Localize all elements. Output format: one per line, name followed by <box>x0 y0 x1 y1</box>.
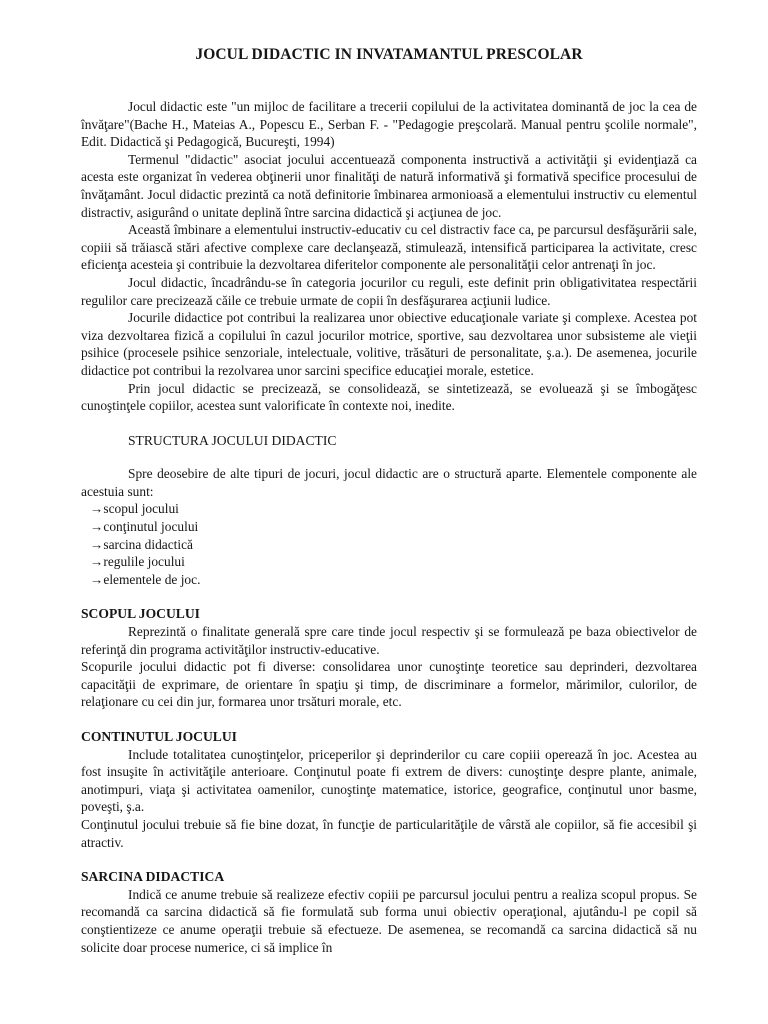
scopul-heading: SCOPUL JOCULUI <box>81 606 200 622</box>
scopul-paragraph-1: Reprezintă o finalitate generală spre care tinde jocul respectiv şi se formulează pe baza obiectivelor de referinţă din programa activităţilor instructiv-educative. <box>81 624 697 657</box>
document-page <box>81 45 697 956</box>
scopul-paragraph-2: Scopurile jocului didactic pot fi diverse: consolidarea unor cunoştinţe teoretice sau deprinderi, dezvoltarea capacităţii de exprimare, de orientare în spaţiu şi timp, de discriminare a formelor, mărimilor, culorilor, de relaţionare cu cei din jur, formarea unor trsături morale, etc. <box>81 659 697 710</box>
intro-paragraph-3: Această îmbinare a elementului instructiv-educativ cu cel distractiv face ca, pe parcursul desfăşurării sale, copiii să trăiască stări afective complexe care declanşează, stimulează, intensifică participarea la activitate, cresc eficienţa acesteia şi contribuie la dezvoltarea diferitelor componente ale personalităţii celor antrenaţi în joc. <box>81 222 697 273</box>
intro-paragraph-4: Jocul didactic, încadrându-se în categoria jocurilor cu reguli, este definit prin obligativitatea respectării regulilor care precizează căile ce trebuie urmate de copii în desfăşurarea acţiunii ludice. <box>81 274 697 308</box>
intro-paragraph-5: Jocurile didactice pot contribui la realizarea unor obiective educaţionale variate şi complexe. Acestea pot viza dezvoltarea fizică a copilului în cazul jocurilor motrice, sportive, sau dezvoltarea unor subsisteme ale vieţii psihice (procesele psihice senzoriale, intelectuale, volitive, trăsături de personalitate, ş.a.). De asemenea, jocurile didactice pot contribui la rezolvarea unor sarcini specifice educaţiei morale, estetice. <box>81 310 697 378</box>
sarcina-paragraph-1: Indică ce anume trebuie să realizeze efectiv copiii pe parcursul jocului pentru a realiza scopul propus. Se recomandă ca sarcina didactică să fie formulată sub forma unui obiectiv operaţional, ajutându-l pe copil să conştientizeze ce anume operaţii trebuie să efectueze. De asemenea, se recomandă ca sarcina didactică să nu solicite doar procese numerice, ci să implice în <box>81 886 697 955</box>
intro-paragraph-2: Termenul "didactic" asociat jocului accentuează componenta instructivă a activităţii şi evidenţiază ca acesta este organizat în vederea obţinerii unor finalităţi de natură informativă şi formativă specifice procesului de învăţamânt. Jocul didactic prezintă ca notă definitorie îmbinarea armonioasă a elementului instructiv cu elementul distractiv, asigurând o unitate deplină între sarcina didactică şi acţiunea de joc. <box>81 151 697 220</box>
list-item: →conţinutul jocului <box>90 519 199 535</box>
structure-intro: Spre deosebire de alte tipuri de jocuri, jocul didactic are o structură aparte. Elementele componente ale acestuia sunt: <box>81 466 697 499</box>
continutul-paragraph-2: Conţinutul jocului trebuie să fie bine dozat, în funcţie de particularităţile de vârstă ale copiilor, să fie accesibil şi atractiv. <box>81 816 697 850</box>
list-item: →sarcina didactică <box>90 536 193 552</box>
intro-paragraph-6: Prin jocul didactic se precizează, se consolidează, se sintetizează, se evoluează şi se îmbogăţesc cunoştinţele copiilor, acestea sunt valorificate în contexte noi, inedite. <box>81 380 697 414</box>
continutul-paragraph-1: Include totalitatea cunoştinţelor, priceperilor şi deprinderilor cu care copiii operează în joc. Acestea au fost insuşite în activităţile anterioare. Conţinutul poate fi extrem de divers: cunoştinţe despre plante, animale, anotimpuri, viaţa şi activitatea oamenilor, cunoştinţe matematice, istorice, geografice, conţinutul unor basme, poveşti, ş.a. <box>81 746 697 815</box>
list-item: →regulile jocului <box>90 554 185 570</box>
structure-list <box>81 500 697 588</box>
list-item: →elementele de joc. <box>90 571 201 587</box>
structure-heading: STRUCTURA JOCULUI DIDACTIC <box>128 432 337 448</box>
sarcina-heading: SARCINA DIDACTICA <box>81 869 225 885</box>
continutul-heading: CONTINUTUL JOCULUI <box>81 729 237 744</box>
intro-paragraph-1: Jocul didactic este "un mijloc de facilitare a trecerii copilului de la activitatea dominantă de joc la cea de învăţare"(Bache H., Mateias A., Popescu E., Serban F. - "Pedagogie preşcolară. Manual pentru şcolile normale", Edit. Didactică şi Pedagogică, Bucureşti, 1994) <box>81 99 697 150</box>
list-item: →scopul jocului <box>90 501 179 517</box>
document-title: JOCUL DIDACTIC IN INVATAMANTUL PRESCOLAR <box>195 46 583 63</box>
